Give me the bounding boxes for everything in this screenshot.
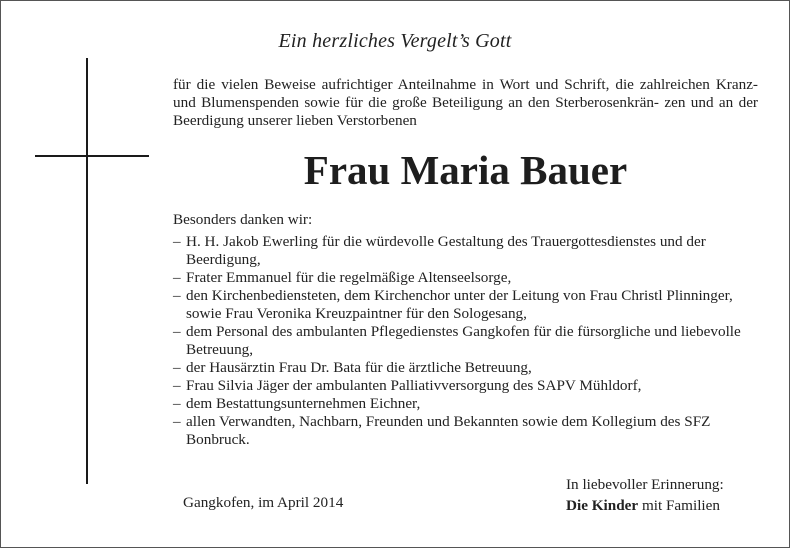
- dash-bullet: –: [173, 359, 181, 376]
- list-item-text: den Kirchenbediensteten, dem Kirchenchor unter der Leitung von Frau Christl Plinninger, sowie Frau Veronika Kreuzpaintner für den Sologesang,: [186, 287, 733, 322]
- dash-bullet: –: [173, 269, 181, 286]
- list-item: [173, 359, 758, 377]
- heading: Ein herzliches Vergelt’s Gott: [278, 30, 512, 52]
- signature-rest: mit Familien: [638, 497, 720, 514]
- list-item-text: dem Bestattungsunternehmen Eichner,: [186, 395, 421, 412]
- list-item: [173, 323, 758, 359]
- list-item: [173, 377, 758, 395]
- list-item: [173, 395, 758, 413]
- list-item-text: H. H. Jakob Ewerling für die würdevolle Gestaltung des Trauergottesdienstes und der Beerdigung,: [186, 233, 706, 268]
- dash-bullet: –: [173, 287, 181, 304]
- cross-vertical-bar: [86, 58, 88, 484]
- deceased-name: Frau Maria Bauer: [303, 147, 628, 193]
- dash-bullet: –: [173, 377, 181, 394]
- place-date: Gangkofen, im April 2014: [183, 494, 344, 511]
- intro-text: für die vielen Beweise aufrichtiger Anteilnahme in Wort und Schrift, die zahlreichen Kranz- und Blumenspenden sowie für die große Beteiligung an den Sterberosenkrän- zen und an der Beerdigung unserer lieben Verstorbenen: [173, 76, 758, 129]
- list-item: [173, 233, 758, 269]
- list-item: [173, 413, 758, 449]
- dash-bullet: –: [173, 395, 181, 412]
- dash-bullet: –: [173, 233, 181, 250]
- thanks-list: [173, 233, 758, 449]
- list-item-text: der Hausärztin Frau Dr. Bata für die ärztliche Betreuung,: [186, 359, 532, 376]
- thanks-section: [173, 211, 758, 449]
- signature-block: [566, 474, 724, 516]
- cross-horizontal-bar: [35, 155, 149, 157]
- signature-line: [566, 495, 724, 516]
- list-item-text: dem Personal des ambulanten Pflegedienstes Gangkofen für die fürsorgliche und liebevolle Betreuung,: [186, 323, 741, 358]
- closing-line: In liebevoller Erinnerung:: [566, 476, 724, 493]
- thanks-title: Besonders danken wir:: [173, 211, 313, 228]
- list-item-text: Frau Silvia Jäger der ambulanten Palliativversorgung des SAPV Mühldorf,: [186, 377, 642, 394]
- dash-bullet: –: [173, 323, 181, 340]
- dash-bullet: –: [173, 413, 181, 430]
- list-item-text: allen Verwandten, Nachbarn, Freunden und Bekannten sowie dem Kollegium des SFZ Bonbruck.: [186, 413, 711, 448]
- list-item-text: Frater Emmanuel für die regelmäßige Altenseelsorge,: [186, 269, 512, 286]
- list-item: [173, 269, 758, 287]
- list-item: [173, 287, 758, 323]
- signature-bold: Die Kinder: [566, 497, 639, 514]
